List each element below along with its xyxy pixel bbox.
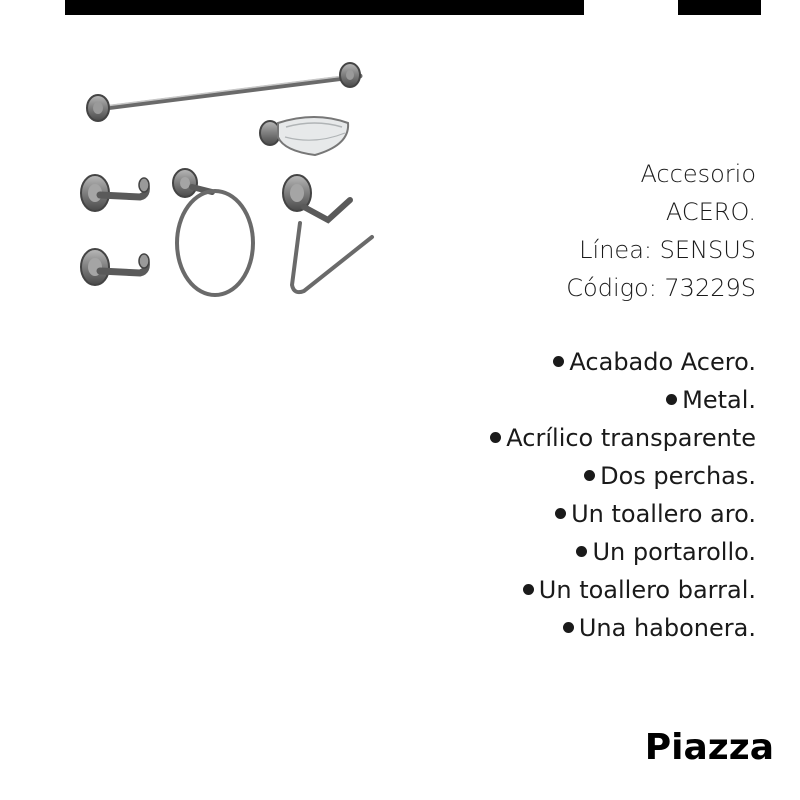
towel-ring-illustration bbox=[173, 169, 253, 295]
bullet-icon bbox=[584, 470, 595, 481]
bullet-icon bbox=[555, 508, 566, 519]
list-item: Una habonera. bbox=[490, 609, 756, 647]
feature-list bbox=[490, 343, 756, 647]
list-item: Un portarollo. bbox=[490, 533, 756, 571]
towel-bar-illustration bbox=[87, 63, 360, 121]
product-image bbox=[60, 45, 400, 315]
bullet-icon bbox=[490, 432, 501, 443]
bullet-icon bbox=[563, 622, 574, 633]
list-item: Acabado Acero. bbox=[490, 343, 756, 381]
top-bar-right bbox=[678, 0, 761, 15]
bullet-icon bbox=[666, 394, 677, 405]
paper-holder-illustration bbox=[283, 175, 372, 292]
product-info bbox=[566, 155, 756, 307]
product-code: Código: 73229S bbox=[566, 274, 756, 302]
product-material: ACERO. bbox=[665, 198, 756, 226]
list-item: Acrílico transparente bbox=[490, 419, 756, 457]
product-category: Accesorio bbox=[640, 160, 756, 188]
product-line: Línea: SENSUS bbox=[579, 236, 756, 264]
brand-logo: Piazza bbox=[644, 727, 774, 768]
bullet-icon bbox=[523, 584, 534, 595]
soap-dish-illustration bbox=[260, 117, 348, 155]
list-item: Metal. bbox=[490, 381, 756, 419]
list-item: Un toallero aro. bbox=[490, 495, 756, 533]
list-item: Dos perchas. bbox=[490, 457, 756, 495]
bullet-icon bbox=[553, 356, 564, 367]
hook-illustration bbox=[81, 249, 149, 285]
hook-illustration bbox=[81, 175, 149, 211]
list-item: Un toallero barral. bbox=[490, 571, 756, 609]
bullet-icon bbox=[576, 546, 587, 557]
top-bar-left bbox=[65, 0, 584, 15]
